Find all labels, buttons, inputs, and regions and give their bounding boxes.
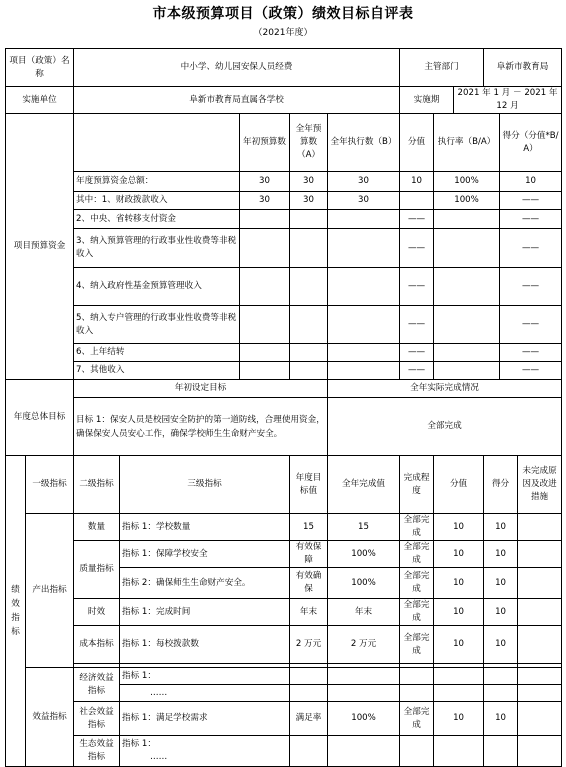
perf-l3-ellipsis: …… xyxy=(150,752,168,762)
funds-row-full-year xyxy=(290,210,328,229)
funds-row-got: —— xyxy=(500,210,562,229)
perf-score: 10 xyxy=(434,599,484,626)
funds-header-full-year: 全年预算数（A） xyxy=(290,114,328,172)
funds-row-full-year xyxy=(290,268,328,306)
perf-score: 10 xyxy=(434,702,484,736)
perf-reason xyxy=(518,568,562,599)
funds-row-got: —— xyxy=(500,268,562,306)
funds-row xyxy=(6,192,562,210)
perf-header-score: 分值 xyxy=(434,456,484,514)
page-subtitle: （2021年度） xyxy=(253,28,313,38)
perf-got: 10 xyxy=(484,541,518,568)
perf-header-done: 全年完成值 xyxy=(328,456,400,514)
perf-header-l1: 一级指标 xyxy=(26,456,74,514)
funds-row-full-year xyxy=(290,362,328,380)
funds-row-label: 年度预算资金总额： xyxy=(74,172,240,192)
perf-l3: 指标 1： xyxy=(120,668,290,685)
perf-score: 10 xyxy=(434,541,484,568)
funds-row-rate xyxy=(434,210,500,229)
funds-row-full-year xyxy=(290,229,328,268)
funds-row-got: —— xyxy=(500,344,562,362)
funds-row xyxy=(6,362,562,380)
perf-done: 2 万元 xyxy=(328,626,400,664)
funds-row xyxy=(6,210,562,229)
dept-label: 主管部门 xyxy=(400,49,484,87)
funds-row-label: 其中：1、财政拨款收入 xyxy=(74,192,240,210)
funds-row-full-year xyxy=(290,306,328,344)
perf-target: 有效保障 xyxy=(290,541,328,568)
funds-row-label: 6、上年结转 xyxy=(74,344,240,362)
funds-row-initial xyxy=(240,362,290,380)
period-value: 2021 年 1 月 － 2021 年 12 月 xyxy=(454,87,562,114)
perf-score: 10 xyxy=(434,514,484,541)
perf-reason xyxy=(518,514,562,541)
evaluation-table xyxy=(5,48,562,767)
funds-row-executed: 30 xyxy=(328,172,400,192)
goal-actual-header: 全年实际完成情况 xyxy=(328,380,562,398)
perf-l2: 社会效益指标 xyxy=(74,702,120,736)
perf-l2: 经济效益指标 xyxy=(74,668,120,702)
perf-l3: 指标 1：完成时间 xyxy=(120,599,290,626)
perf-done: 100% xyxy=(328,568,400,599)
funds-row-label: 5、纳入专户管理的行政事业性收费等非税收入 xyxy=(74,306,240,344)
goal-actual: 全部完成 xyxy=(328,398,562,456)
perf-reason xyxy=(518,626,562,664)
funds-row-initial xyxy=(240,306,290,344)
funds-row-initial xyxy=(240,344,290,362)
funds-header-score: 分值 xyxy=(400,114,434,172)
perf-done: 15 xyxy=(328,514,400,541)
funds-row xyxy=(6,344,562,362)
perf-l3: 指标 1：满足学校需求 xyxy=(120,702,290,736)
perf-row xyxy=(6,736,562,767)
perf-header-target: 年度目标值 xyxy=(290,456,328,514)
funds-row-initial xyxy=(240,210,290,229)
funds-header-executed: 全年执行数（B） xyxy=(328,114,400,172)
funds-row xyxy=(6,229,562,268)
perf-l3-ellipsis: …… xyxy=(120,685,290,702)
perf-header-reason: 未完成原因及改进措施 xyxy=(518,456,562,514)
perf-score: 10 xyxy=(434,568,484,599)
perf-got: 10 xyxy=(484,626,518,664)
perf-reason xyxy=(518,599,562,626)
dept-value: 阜新市教育局 xyxy=(484,49,562,87)
funds-row-full-year: 30 xyxy=(290,172,328,192)
perf-l2: 生态效益指标 xyxy=(74,736,120,767)
funds-row-rate xyxy=(434,268,500,306)
funds-row-score: —— xyxy=(400,268,434,306)
funds-row-rate xyxy=(434,229,500,268)
funds-row-rate xyxy=(434,344,500,362)
perf-row xyxy=(6,599,562,626)
perf-l2: 成本指标 xyxy=(74,626,120,664)
perf-row xyxy=(6,668,562,685)
perf-target: 15 xyxy=(290,514,328,541)
funds-row-score: —— xyxy=(400,344,434,362)
perf-row xyxy=(6,514,562,541)
perf-l2: 质量指标 xyxy=(74,541,120,599)
perf-header-l2: 二级指标 xyxy=(74,456,120,514)
goal-set-header: 年初设定目标 xyxy=(74,380,328,398)
funds-header-blank xyxy=(74,114,240,172)
perf-l3: 指标 2：确保师生生命财产安全。 xyxy=(120,568,290,599)
perf-row xyxy=(6,541,562,568)
funds-header-initial: 年初预算数 xyxy=(240,114,290,172)
period-label: 实施期 xyxy=(400,87,454,114)
project-name-value: 中小学、幼儿园安保人员经费 xyxy=(74,49,400,87)
perf-degree: 全部完成 xyxy=(400,702,434,736)
project-name-label: 项目（政策）名称 xyxy=(6,49,74,87)
funds-row-score: 10 xyxy=(400,172,434,192)
funds-row xyxy=(6,268,562,306)
perf-got: 10 xyxy=(484,599,518,626)
funds-label: 项目预算资金 xyxy=(6,114,74,380)
perf-target: 2 万元 xyxy=(290,626,328,664)
funds-row-label: 2、中央、省转移支付资金 xyxy=(74,210,240,229)
perf-degree: 全部完成 xyxy=(400,599,434,626)
perf-row xyxy=(6,702,562,736)
perf-degree: 全部完成 xyxy=(400,541,434,568)
funds-row xyxy=(6,306,562,344)
funds-row-executed xyxy=(328,268,400,306)
perf-header-degree: 完成程度 xyxy=(400,456,434,514)
funds-header-rate: 执行率（B/A） xyxy=(434,114,500,172)
perf-l2: 时效 xyxy=(74,599,120,626)
impl-unit-label: 实施单位 xyxy=(6,87,74,114)
page-title: 市本级预算项目（政策）绩效目标自评表 xyxy=(152,6,414,22)
funds-row-initial xyxy=(240,229,290,268)
perf-label: 绩效指标 xyxy=(6,456,26,767)
perf-l3: 指标 1：每校拨款数 xyxy=(120,626,290,664)
output-label: 产出指标 xyxy=(26,514,74,668)
funds-row-initial xyxy=(240,268,290,306)
funds-row-initial: 30 xyxy=(240,192,290,210)
funds-row xyxy=(6,172,562,192)
perf-degree: 全部完成 xyxy=(400,626,434,664)
funds-row-executed: 30 xyxy=(328,192,400,210)
perf-row xyxy=(6,626,562,664)
perf-l2: 数量 xyxy=(74,514,120,541)
perf-header-l3: 三级指标 xyxy=(120,456,290,514)
funds-row-rate xyxy=(434,306,500,344)
perf-done: 年末 xyxy=(328,599,400,626)
funds-row-got: —— xyxy=(500,229,562,268)
funds-row-executed xyxy=(328,229,400,268)
funds-row-executed xyxy=(328,344,400,362)
perf-done: 100% xyxy=(328,541,400,568)
funds-row-initial: 30 xyxy=(240,172,290,192)
funds-row-score: —— xyxy=(400,210,434,229)
funds-row-got: —— xyxy=(500,362,562,380)
perf-got: 10 xyxy=(484,514,518,541)
perf-reason xyxy=(518,541,562,568)
goal-label: 年度总体目标 xyxy=(6,380,74,456)
funds-row-executed xyxy=(328,210,400,229)
funds-row-full-year: 30 xyxy=(290,192,328,210)
funds-row-full-year xyxy=(290,344,328,362)
funds-row-executed xyxy=(328,306,400,344)
funds-row-rate: 100% xyxy=(434,172,500,192)
funds-row-got: 10 xyxy=(500,172,562,192)
perf-target: 满足率 xyxy=(290,702,328,736)
funds-row-rate xyxy=(434,362,500,380)
perf-l3: 指标 1：学校数量 xyxy=(120,514,290,541)
funds-row-rate: 100% xyxy=(434,192,500,210)
funds-header-got: 得分（分值*B/A） xyxy=(500,114,562,172)
perf-l3: 指标 1：保障学校安全 xyxy=(120,541,290,568)
perf-target: 年末 xyxy=(290,599,328,626)
perf-target: 有效确保 xyxy=(290,568,328,599)
goal-text: 目标 1：保安人员是校园安全防护的第一道防线，合理使用资金，确保保安人员安心工作，确保学校师生生命财产安全。 xyxy=(74,398,328,456)
perf-degree: 全部完成 xyxy=(400,568,434,599)
funds-row-got: —— xyxy=(500,306,562,344)
perf-reason xyxy=(518,702,562,736)
perf-got: 10 xyxy=(484,702,518,736)
perf-header-got: 得分 xyxy=(484,456,518,514)
funds-row-label: 4、纳入政府性基金预算管理收入 xyxy=(74,268,240,306)
funds-row-score: —— xyxy=(400,229,434,268)
perf-l3-label: 指标 1： xyxy=(122,739,156,749)
perf-got: 10 xyxy=(484,568,518,599)
funds-row-score: —— xyxy=(400,362,434,380)
funds-row-got: —— xyxy=(500,192,562,210)
benefit-label: 效益指标 xyxy=(26,668,74,767)
funds-row-score: —— xyxy=(400,306,434,344)
perf-degree: 全部完成 xyxy=(400,514,434,541)
perf-l3 xyxy=(120,736,290,767)
funds-row-executed xyxy=(328,362,400,380)
impl-unit-value: 阜新市教育局直属各学校 xyxy=(74,87,400,114)
funds-row-score xyxy=(400,192,434,210)
funds-row-label: 7、其他收入 xyxy=(74,362,240,380)
perf-score: 10 xyxy=(434,626,484,664)
perf-done: 100% xyxy=(328,702,400,736)
funds-row-label: 3、纳入预算管理的行政事业性收费等非税收入 xyxy=(74,229,240,268)
